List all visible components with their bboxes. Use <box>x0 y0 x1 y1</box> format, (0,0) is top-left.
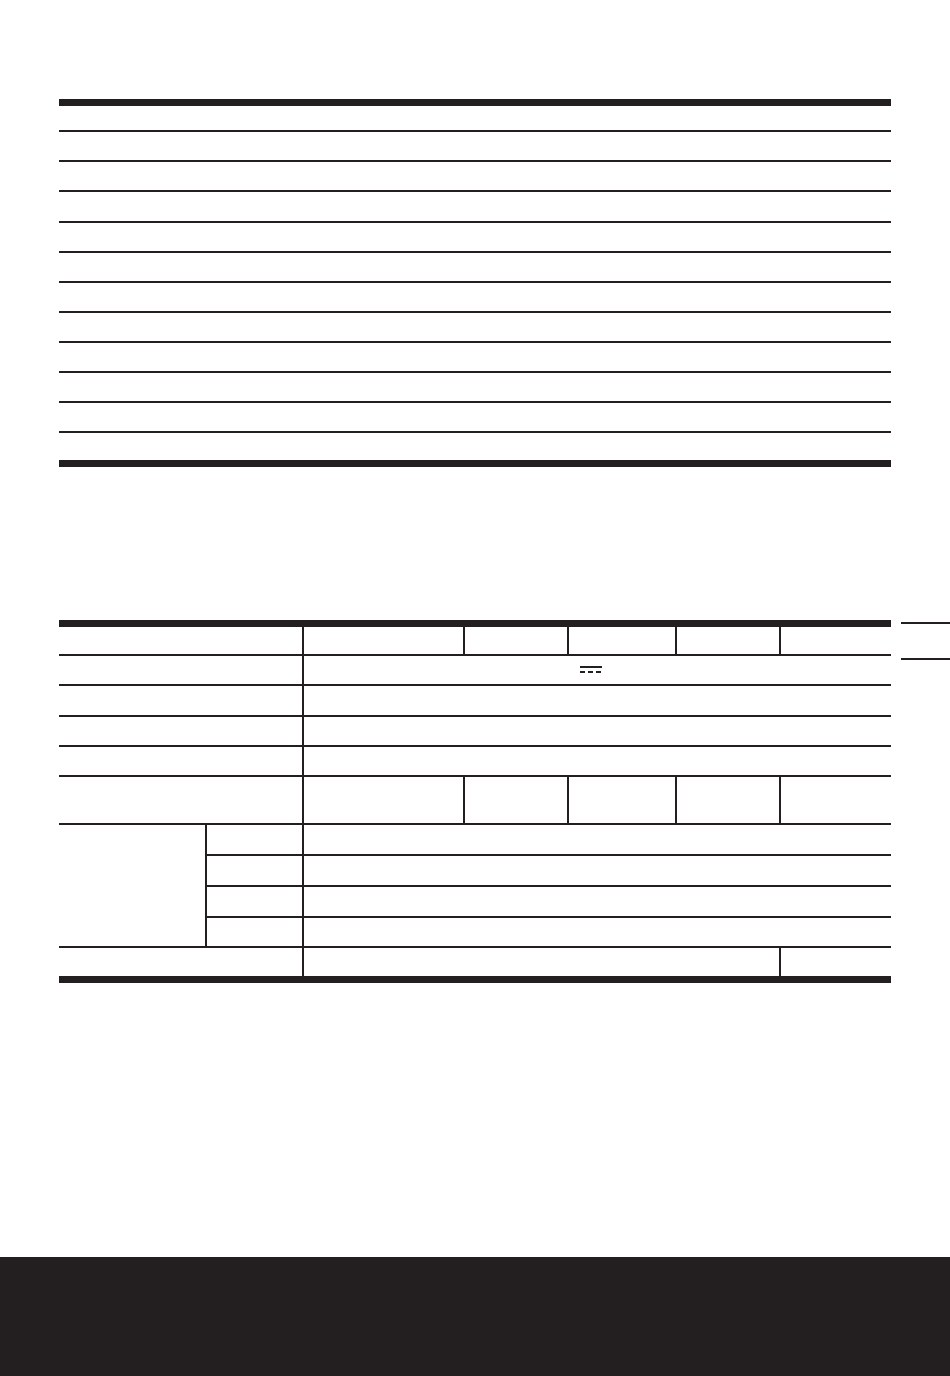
specs-table-column-divider <box>675 625 677 655</box>
upper-table-row-divider <box>59 311 891 313</box>
upper-table <box>59 99 891 468</box>
specs-table <box>59 620 891 984</box>
upper-table-row-divider <box>59 401 891 403</box>
specs-table-column-divider <box>779 946 781 977</box>
specs-table-row-divider <box>59 823 891 825</box>
upper-table-row-divider <box>59 281 891 283</box>
specs-table-row-divider <box>59 775 891 777</box>
footer-band <box>0 1257 950 1376</box>
specs-table-row-divider <box>59 715 891 717</box>
upper-table-row-divider <box>59 130 891 132</box>
specs-table-column-divider <box>463 625 465 655</box>
specs-table-row-divider <box>59 745 891 747</box>
upper-table-row-divider <box>59 341 891 343</box>
specs-table-row-divider <box>206 916 891 918</box>
direct-current-symbol-icon <box>580 666 602 676</box>
specs-table-row-divider <box>206 854 891 856</box>
upper-table-row-divider <box>59 190 891 192</box>
upper-table-row-divider <box>59 431 891 433</box>
upper-table-top-rule <box>59 99 891 106</box>
specs-table-bottom-rule <box>59 976 891 983</box>
specs-table-column-divider <box>675 775 677 824</box>
upper-table-bottom-rule <box>59 460 891 467</box>
specs-table-row-divider <box>59 654 891 656</box>
specs-table-top-rule <box>59 620 891 627</box>
upper-table-row-divider <box>59 371 891 373</box>
upper-table-row-divider <box>59 251 891 253</box>
specs-table-column-divider <box>567 775 569 824</box>
section-tab-marker-icon <box>901 622 950 662</box>
specs-table-column-divider <box>302 625 304 980</box>
specs-table-row-divider <box>206 885 891 887</box>
specs-table-column-divider <box>205 823 207 947</box>
specs-table-column-divider <box>779 625 781 655</box>
upper-table-row-divider <box>59 160 891 162</box>
specs-table-column-divider <box>463 775 465 824</box>
specs-table-row-divider <box>59 684 891 686</box>
specs-table-column-divider <box>567 625 569 655</box>
upper-table-row-divider <box>59 221 891 223</box>
specs-table-column-divider <box>779 775 781 824</box>
specs-table-row-divider <box>59 946 891 948</box>
